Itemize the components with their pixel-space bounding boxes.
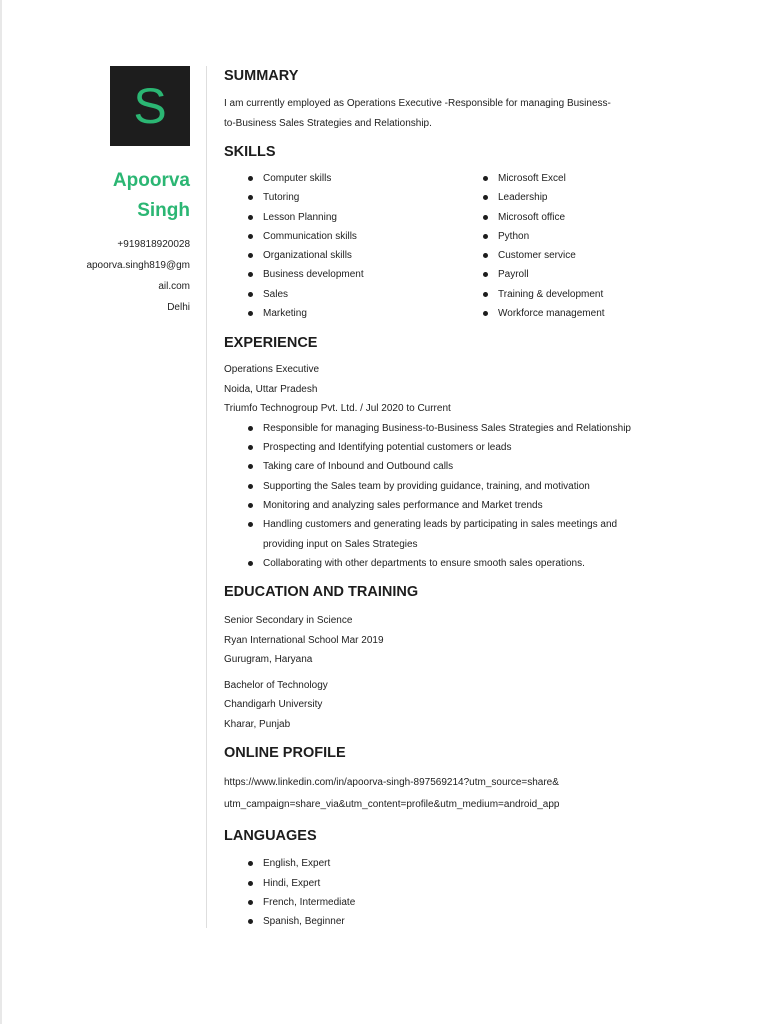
list-item — [224, 515, 694, 554]
list-item: Responsible for managing Business-to-Business Sales Strategies and Relationship — [224, 419, 694, 438]
list-item: Communication skills — [224, 227, 459, 246]
list-item: Spanish, Beginner — [224, 912, 694, 931]
skills-heading: SKILLS — [224, 144, 276, 160]
skills-section — [224, 142, 694, 323]
skills-right-list — [459, 169, 694, 323]
skills-grid — [224, 169, 694, 323]
list-item: Business development — [224, 265, 459, 284]
list-item: Leadership — [459, 188, 694, 207]
summary-line-1: I am currently employed as Operations Executive -Responsible for managing Business- — [224, 98, 611, 109]
email-line-2: ail.com — [158, 281, 190, 292]
job-company-dates: Triumfo Technogroup Pvt. Ltd. / Jul 2020 to Current — [224, 403, 451, 415]
bullet-text-continued: providing input on Sales Strategies — [263, 538, 418, 550]
list-item: Python — [459, 227, 694, 246]
job-role: Operations Executive — [224, 364, 320, 376]
edu1-place: Gurugram, Haryana — [224, 654, 313, 666]
list-item: Training & development — [459, 285, 694, 304]
contact-info — [50, 234, 190, 318]
list-item: Monitoring and analyzing sales performance and Market trends — [224, 496, 694, 515]
profile-url-line-2: utm_campaign=share_via&utm_content=profile&utm_medium=android_app — [224, 799, 560, 811]
list-item: Microsoft Excel — [459, 169, 694, 188]
experience-bullets — [224, 419, 694, 573]
column-divider — [206, 66, 207, 928]
experience-section — [224, 333, 694, 573]
list-item: Payroll — [459, 265, 694, 284]
monogram-badge — [110, 66, 190, 146]
experience-heading: EXPERIENCE — [224, 335, 318, 352]
languages-section — [224, 826, 694, 931]
city: Delhi — [167, 302, 190, 313]
page-edge — [0, 0, 2, 1024]
list-item: Microsoft office — [459, 208, 694, 227]
job-location: Noida, Uttar Pradesh — [224, 383, 318, 395]
summary-section — [224, 66, 694, 133]
candidate-name — [113, 166, 190, 226]
list-item: Prospecting and Identifying potential customers or leads — [224, 438, 694, 457]
languages-list — [224, 854, 694, 931]
list-item: Workforce management — [459, 304, 694, 323]
edu2-place: Kharar, Punjab — [224, 718, 291, 730]
education-heading: EDUCATION AND TRAINING — [224, 584, 419, 601]
edu1-degree: Senior Secondary in Science — [224, 615, 353, 627]
online-profile-section — [224, 743, 694, 816]
languages-heading: LANGUAGES — [224, 828, 317, 845]
bullet-text: Handling customers and generating leads by participating in sales meetings and — [263, 519, 618, 531]
email-line-1: apoorva.singh819@gm — [86, 260, 190, 271]
list-item: Hindi, Expert — [224, 874, 694, 893]
main-column — [224, 66, 694, 931]
summary-line-2: to-Business Sales Strategies and Relationship. — [224, 117, 432, 129]
list-item: Taking care of Inbound and Outbound calls — [224, 457, 694, 476]
last-name: Singh — [137, 200, 190, 221]
list-item: Collaborating with other departments to ensure smooth sales operations. — [224, 554, 694, 573]
summary-heading: SUMMARY — [224, 68, 299, 84]
profile-url-line-1: https://www.linkedin.com/in/apoorva-singh-897569214?utm_source=share& — [224, 777, 559, 789]
edu2-institution: Chandigarh University — [224, 699, 323, 711]
list-item: Tutoring — [224, 188, 459, 207]
list-item: Computer skills — [224, 169, 459, 188]
list-item: French, Intermediate — [224, 893, 694, 912]
online-profile-heading: ONLINE PROFILE — [224, 745, 346, 762]
skills-left-list — [224, 169, 459, 323]
list-item: Supporting the Sales team by providing guidance, training, and motivation — [224, 477, 694, 496]
list-item: Marketing — [224, 304, 459, 323]
list-item: Sales — [224, 285, 459, 304]
list-item: English, Expert — [224, 854, 694, 873]
list-item: Organizational skills — [224, 246, 459, 265]
list-item: Lesson Planning — [224, 208, 459, 227]
first-name: Apoorva — [112, 170, 190, 191]
list-item: Customer service — [459, 246, 694, 265]
education-section — [224, 582, 694, 734]
edu1-institution-date: Ryan International School Mar 2019 — [224, 634, 384, 646]
monogram-initial: S — [133, 78, 167, 134]
edu2-degree: Bachelor of Technology — [224, 679, 328, 691]
phone-number: +919818920028 — [117, 239, 190, 250]
